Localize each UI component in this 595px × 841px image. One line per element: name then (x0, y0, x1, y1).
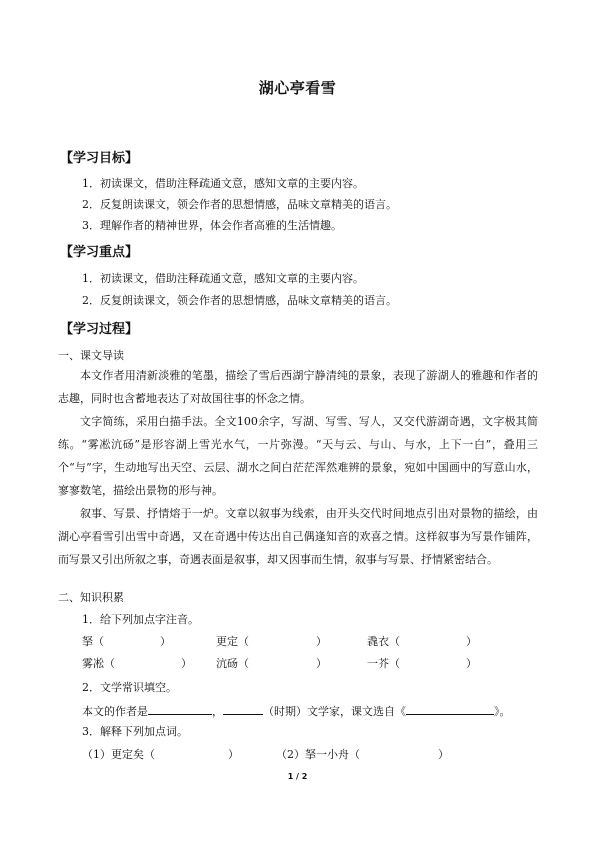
q1-title: 1．给下列加点字注音。 (82, 613, 199, 626)
q1-item-1-close: ） (160, 635, 171, 648)
q1-item-6-open: 一芥（ (367, 657, 400, 670)
q3-item-2-close: ） (438, 748, 449, 761)
q2-fill-line (82, 703, 511, 719)
key-point-item-2: 2．反复朗读课文，领会作者的思想情感，品味文章精美的语言。 (82, 294, 397, 307)
q1-item-1-open: 拏（ (82, 635, 104, 648)
section-heading-goals: 【学习目标】 (60, 151, 139, 166)
q3-item-1-open: （1）更定矣（ (82, 748, 155, 761)
author-blank[interactable] (148, 703, 212, 715)
q1-item-4-open: 雾凇（ (82, 657, 115, 670)
goal-item-3: 3．理解作者的精神世界，体会作者高雅的生活情趣。 (82, 219, 342, 232)
goal-item-2: 2．反复朗读课文，领会作者的思想情感，品味文章精美的语言。 (82, 198, 397, 211)
q1-item-6-close: ） (466, 657, 477, 670)
q1-item-3-close: ） (466, 635, 477, 648)
page-number: 1 / 2 (287, 772, 308, 781)
period-blank[interactable] (223, 703, 263, 715)
goal-item-1: 1．初读课文，借助注释疏通文意，感知文章的主要内容。 (82, 177, 364, 190)
q2-end: 》。 (494, 705, 511, 718)
q1-item-5-close: ） (316, 657, 327, 670)
q2-prefix: 本文的作者是 (82, 705, 148, 718)
section-heading-key-points: 【学习重点】 (60, 245, 139, 260)
q2-mid: （时期）文学家，课文选自《 (263, 705, 406, 718)
q3-item-1-close: ） (228, 748, 239, 761)
q2-title: 2．文学常识填空。 (82, 681, 177, 694)
q3-title: 3．解释下列加点词。 (82, 725, 188, 738)
part1-title: 一、课文导读 (58, 349, 124, 362)
q1-item-2-open: 更定（ (216, 635, 249, 648)
q1-item-5-open: 沆砀（ (216, 657, 249, 670)
guide-paragraph-3: 叙事、写景、抒情熔于一炉。文章以叙事为线索，由开头交代时间地点引出对景物的描绘，由湖心亭看雪引出雪中奇遇，又在奇遇中传达出自己偶逢知音的欢喜之情。这样叙事为写景作铺阵，而写景又引出所叙之事，奇遇表面是叙事，却又因事而生情，叙事与写景、抒情紧密结合。 (58, 507, 538, 566)
section-heading-process: 【学习过程】 (60, 322, 139, 337)
q1-item-3-open: 毳衣（ (367, 635, 400, 648)
q2-sep: ， (212, 705, 223, 718)
q1-item-4-close: ） (181, 657, 192, 670)
source-blank[interactable] (406, 703, 494, 715)
document-title: 湖心亭看雪 (258, 79, 337, 97)
guide-paragraphs (58, 364, 538, 571)
q3-item-2-open: （2）拏一小舟（ (276, 748, 360, 761)
part2-title: 二、知识积累 (58, 591, 124, 604)
key-point-item-1: 1．初读课文，借助注释疏通文意，感知文章的主要内容。 (82, 272, 364, 285)
guide-paragraph-1: 本文作者用清新淡雅的笔墨，描绘了雪后西湖宁静清纯的景象，表现了游湖人的雅趣和作者的志趣，同时也含蓄地表达了对故国往事的怀念之情。 (58, 369, 538, 405)
q1-item-2-close: ） (316, 635, 327, 648)
guide-paragraph-2: 文字简练，采用白描手法。全文100余字，写湖、写雪、写人，又交代游湖奇遇，文字极其简练。“雾凇沆砀”是形容湖上雪光水气，一片弥漫。“天与云、与山、与水，上下一白”，叠用三个“与”字，生动地写出天空、云层、湖水之间白茫茫浑然难辨的景象，宛如中国画中的写意山水，寥寥数笔，描绘出景物的形与神。 (58, 415, 538, 497)
